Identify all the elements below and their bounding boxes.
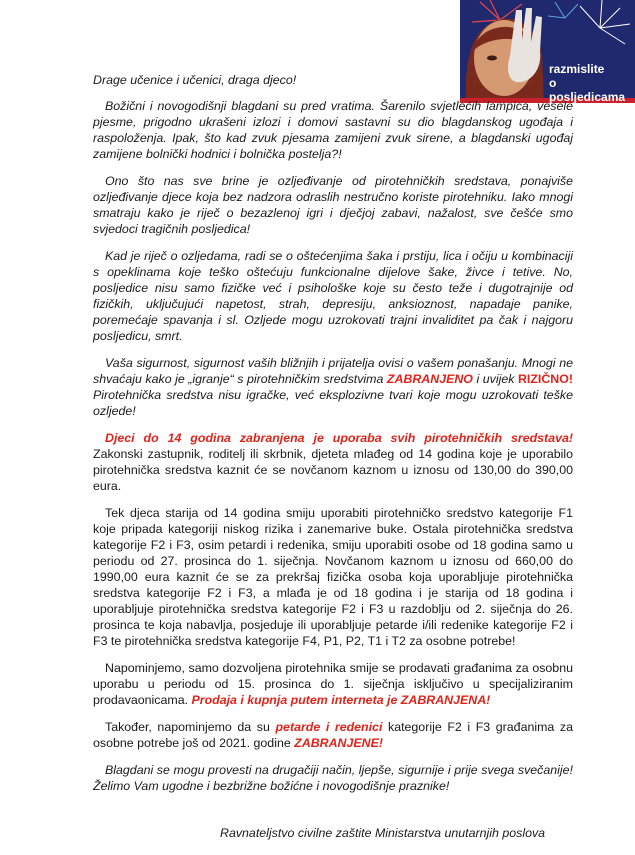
under-14-ban: Djeci do 14 godina zabranjena je uporaba svih pirotehničkih sredstava!	[105, 431, 573, 445]
logo-line-1: razmislite	[549, 62, 605, 76]
paragraph-petards	[93, 719, 573, 751]
paragraph-holidays: Božični i novogodišnji blagdani su pred vratima. Šarenilo svjetlećih lampica, vesele pjesme, prigodno ukrašeni izlozi i domovi sastavni su dio blagdanskog ugođaja i raspoloženja. Ipak, što kad zvuk pjesama zamijeni zvuk sirene, a blagdanski ugođaj zamijene bolnički hodnici i bolnička postelja?!	[93, 99, 573, 161]
safety-text-b: i uvijek	[472, 372, 518, 386]
paragraph-categories: Tek djeca starija od 14 godina smiju uporabiti pirotehničko sredstvo kategorije F1 koje pripada kategoriji niskog rizika i zanemarive buke. Ostala pirotehnička sredstva kategorije F2 i F3, osim petardi i redenika, smiju uporabiti osobe od 18 godina samo u periodu od 27. prosinca do 1. siječnja. Novčanom kaznom u iznosu od 660,00 do 1990,00 eura kaznit će se za prekršaj fizička osoba koja uporabljuje pirotehnička sredstva kategorije F2 i F3, a mlađa je od 18 godina i je starija od 18 godina i uporabljuje pirotehnička sredstva kategorije F2 i F3 u razdoblju od 2. siječnja do 26. prosinca te koja nabavlja, posjeduje ili uporabljuje petarde i/ili redenike kategorije F2 i F3 te pirotehnička sredstva kategorije F4, P1, P2, T1 i T2 za osobne potrebe!	[93, 506, 573, 648]
petards-warning: petarde i redenici	[275, 720, 383, 734]
safety-text-a: Vaša sigurnost, sigurnost vaših bližnjih i prijatelja ovisi o vašem ponašanju. Mnogi ne shvaćaju kako je „igranje“ s pirotehničkim sredstvima	[93, 356, 573, 386]
paragraph-safety	[93, 355, 573, 419]
paragraph-injuries: Kad je riječ o ozljedama, radi se o oštećenjima šaka i prstiju, lica i očiju u kombinaciji s opeklinama koje teško oštećuju funkcionalne dijelove šake, živce i tetive. No, posljedice nisu samo fizičke već i psihološke koje su često teže i dugotrajnije od fizičkih, uključujući napetost, strah, depresiju, anksioznost, napadaje panike, poremećaje spavanja i sl. Ozljede mogu uzrokovati trajni invaliditet pa čak i najgoru posljedicu, smrt.	[93, 249, 573, 343]
petards-text-a: Također, napominjemo da su	[105, 720, 276, 734]
safety-text-c: Pirotehnička sredstva nisu igračke, već eksplozivne tvari koje mogu uzrokovati teške ozljede!	[93, 388, 573, 418]
paragraph-sales	[93, 660, 573, 708]
online-sales-ban: Prodaja i kupnja putem interneta je ZABRANJENA!	[191, 693, 491, 707]
forbidden-warning: ZABRANJENO	[386, 372, 473, 386]
salutation: Drage učenice i učenici, draga djeco!	[93, 73, 297, 87]
paragraph-under-14	[93, 430, 573, 494]
petards-banned: ZABRANJENE!	[294, 736, 383, 750]
risky-warning: RIZIČNO!	[517, 372, 573, 386]
letter-body	[93, 72, 573, 805]
paragraph-closing: Blagdani se mogu provesti na drugačiji način, ljepše, sigurnije i prije svega svečanije! Želimo Vam ugodne i bezbrižne božićne i novogodišnje praznike!	[93, 763, 573, 793]
logo-line-2: o posljedicama	[549, 76, 626, 103]
under-14-fine: Zakonski zastupnik, roditelj ili skrbnik, djeteta mlađeg od 14 godina koje je uporabilo pirotehnička sredstva kaznit će se novčanom kaznom u iznosu od 130,00 do 390,00 eura.	[93, 447, 573, 493]
sales-text: Napominjemo, samo dozvoljena pirotehnika smije se prodavati građanima za osobnu uporabu u periodu od 15. prosinca do 1. siječnja isključivo u specijaliziranim prodavaonicama.	[93, 661, 573, 707]
paragraph-concern: Ono što nas sve brine je ozljeđivanje od pirotehničkih sredstava, ponajviše ozljeđivanje djece koja bez nadzora odraslih nestručno koriste pirotehniku. Iako mnogi smatraju kako je riječ o bezazlenoj igri i dječjoj zabavi, nažalost, sve češće smo svjedoci tragičnih posljedica!	[93, 174, 573, 236]
petards-text-b: kategorije F2 i F3 građanima za osobne potrebe još od 2021. godine	[93, 720, 574, 750]
signature: Ravnateljstvo civilne zaštite Ministarstva unutarnjih poslova	[220, 826, 546, 840]
